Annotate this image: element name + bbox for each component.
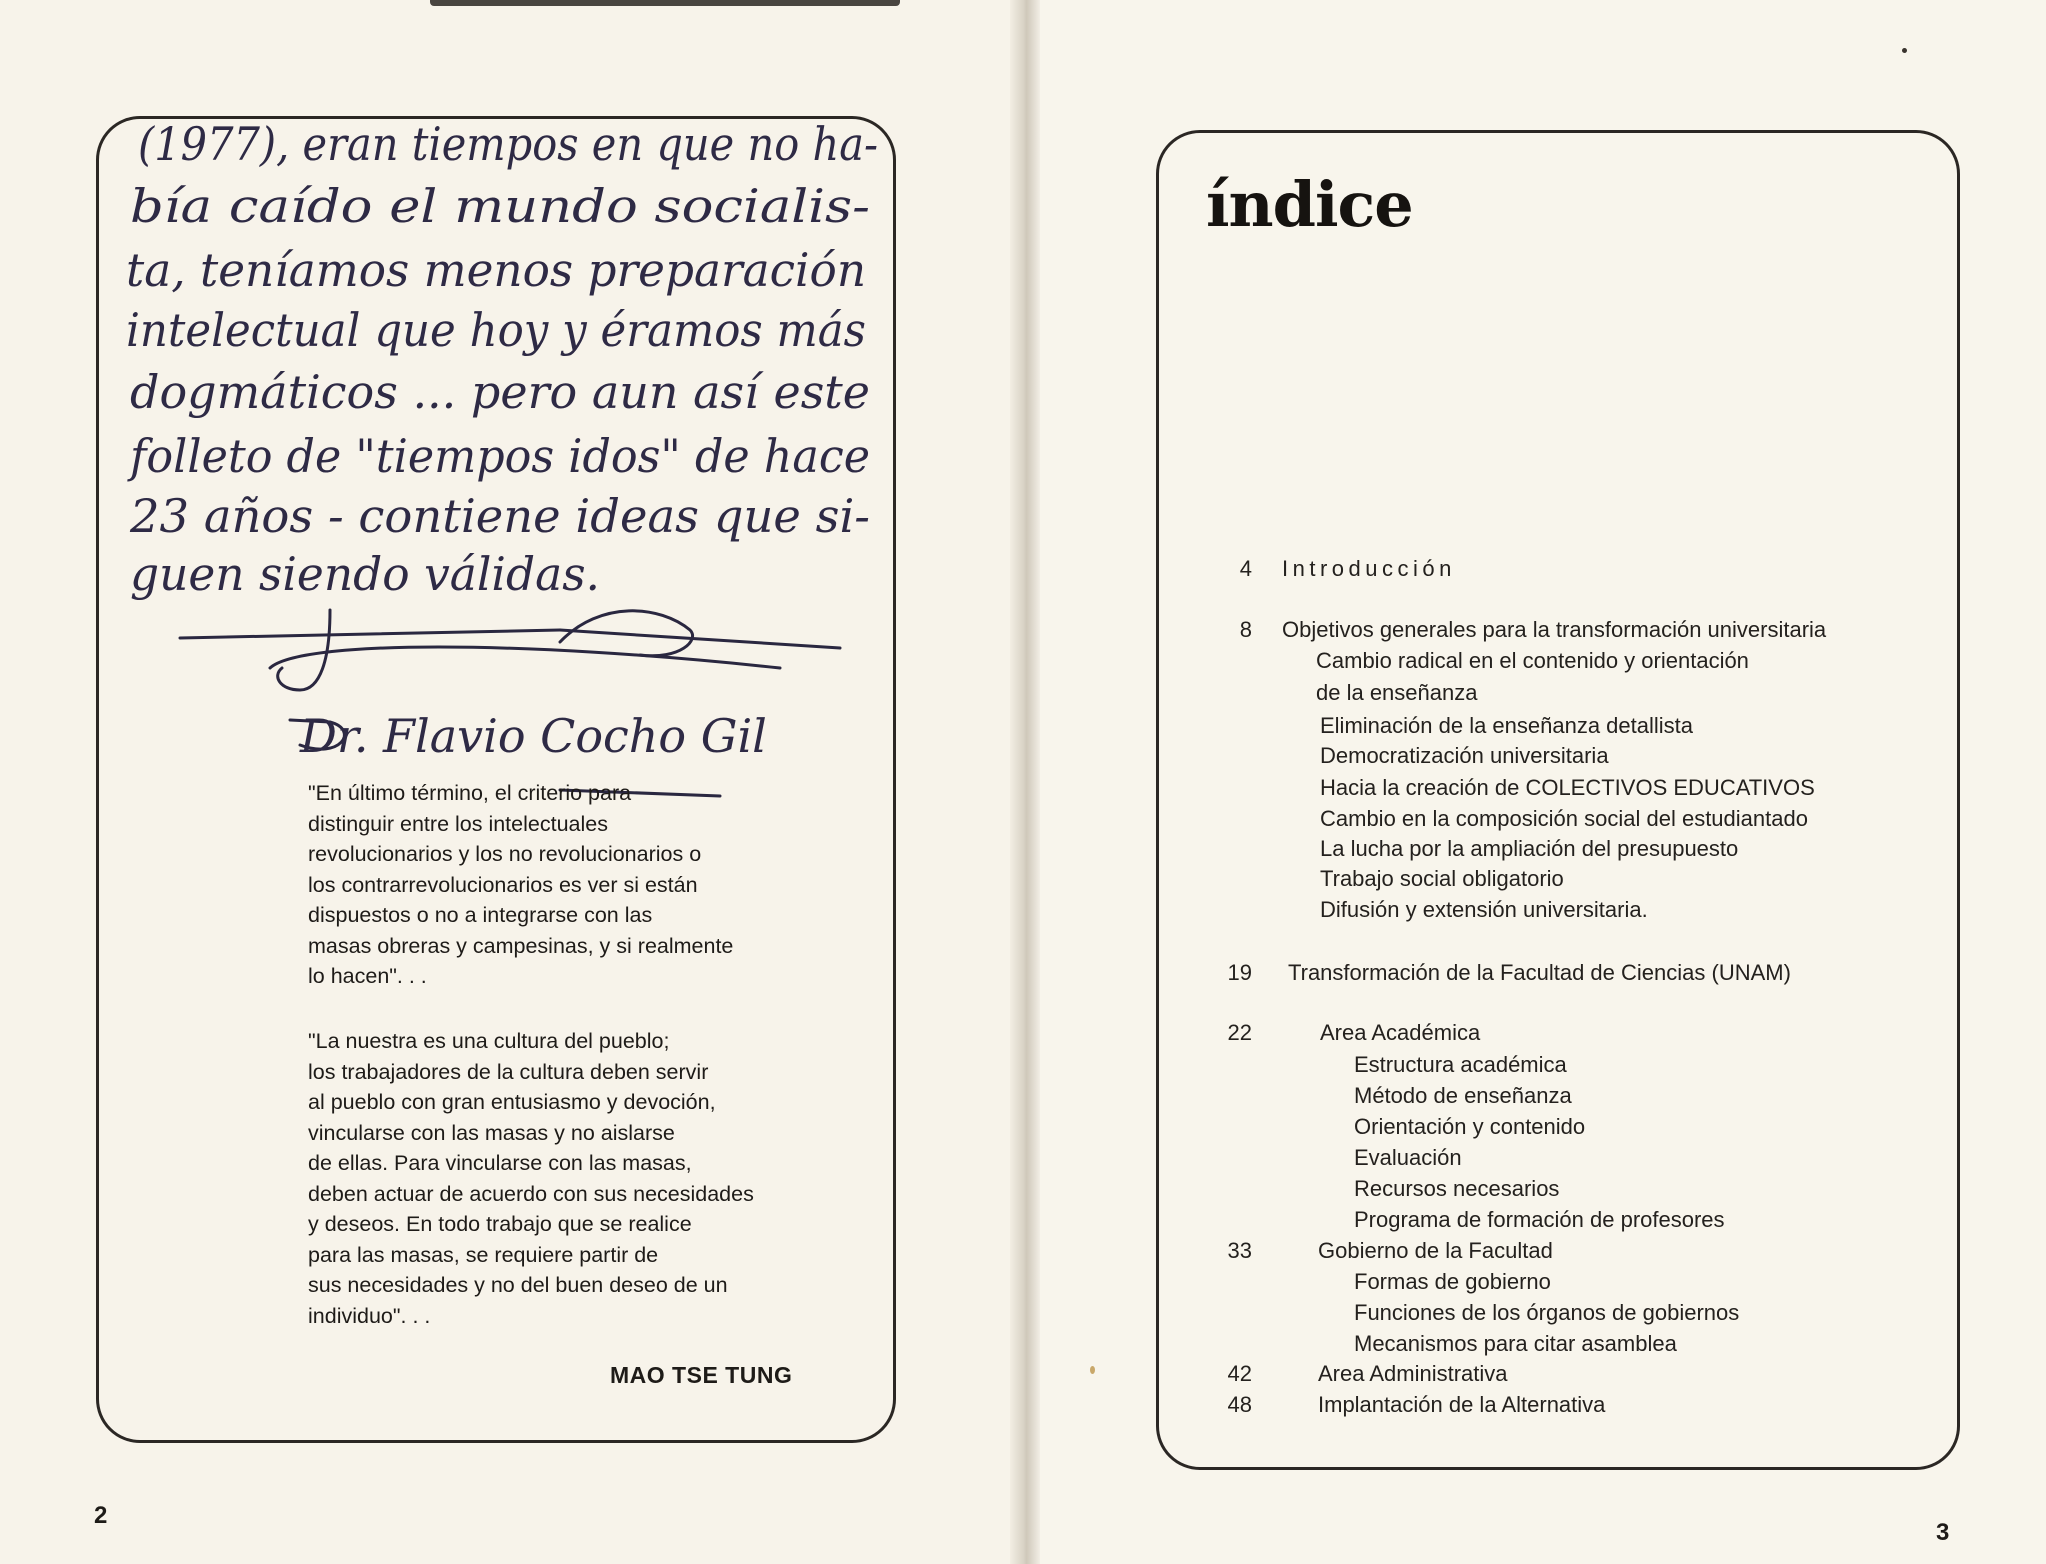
handwritten-line: dogmáticos ... pero aun así este xyxy=(130,365,870,419)
toc-page-number: 42 xyxy=(1227,1361,1252,1386)
toc-title: Estructura académica xyxy=(1354,1052,1567,1077)
toc-page-number: 4 xyxy=(1239,556,1252,581)
toc-title: Objetivos generales para la transformación universitaria xyxy=(1282,617,1827,642)
handwritten-line: guen siendo válidas. xyxy=(130,547,600,601)
toc-title: La lucha por la ampliación del presupuesto xyxy=(1320,836,1739,861)
toc-title: Orientación y contenido xyxy=(1354,1114,1586,1139)
handwritten-line: intelectual que hoy y éramos más xyxy=(126,303,866,357)
toc-page-number: 48 xyxy=(1227,1392,1252,1417)
handwritten-line: ta, teníamos menos preparación xyxy=(126,243,866,297)
page-number-right: 3 xyxy=(1936,1519,1950,1546)
toc-title: Transformación de la Facultad de Ciencias (UNAM) xyxy=(1288,960,1791,985)
toc-page-number: 19 xyxy=(1227,960,1252,985)
signature xyxy=(180,610,840,796)
toc-title: Método de enseñanza xyxy=(1354,1083,1572,1108)
toc-title: Introducción xyxy=(1282,556,1456,581)
index-title: índice xyxy=(1206,168,1413,241)
toc-title: Cambio radical en el contenido y orientación xyxy=(1316,648,1749,673)
toc-title: Implantación de la Alternativa xyxy=(1318,1392,1606,1417)
toc-title: Funciones de los órganos de gobiernos xyxy=(1354,1300,1740,1325)
toc-title: Hacia la creación de COLECTIVOS EDUCATIVOS xyxy=(1320,775,1815,800)
dust-speck xyxy=(1090,1366,1095,1374)
toc-title: Recursos necesarios xyxy=(1354,1176,1560,1201)
toc-title: Cambio en la composición social del estudiantado xyxy=(1320,806,1808,831)
toc-title: Mecanismos para citar asamblea xyxy=(1354,1331,1677,1356)
toc-title: Area Académica xyxy=(1320,1020,1481,1045)
toc-title: Evaluación xyxy=(1354,1145,1462,1170)
handwritten-line: 23 años - contiene ideas que si- xyxy=(128,489,870,543)
toc-title: Formas de gobierno xyxy=(1354,1269,1551,1294)
handwritten-line: folleto de "tiempos idos" de hace xyxy=(127,429,871,483)
quote-2 xyxy=(308,1026,828,1331)
quote-author: MAO TSE TUNG xyxy=(610,1362,793,1388)
toc-title: de la enseñanza xyxy=(1316,680,1478,705)
toc-title: Difusión y extensión universitaria. xyxy=(1320,897,1648,922)
page-number-left: 2 xyxy=(94,1502,108,1529)
handwritten-line: bía caído el mundo socialis- xyxy=(130,179,870,233)
toc-page-number: 33 xyxy=(1227,1238,1252,1263)
toc-title: Gobierno de la Facultad xyxy=(1318,1238,1553,1263)
quote-1 xyxy=(308,778,828,992)
toc-title: Programa de formación de profesores xyxy=(1354,1207,1725,1232)
toc-title: Area Administrativa xyxy=(1318,1361,1508,1386)
quote-1-text: "En último término, el criterio para distinguir entre los intelectuales revolucionarios y los no revolucionarios o los contrarrevolucionarios es ver si están dispuestos o no a integrarse con las masas obreras y campesinas, y si realmente lo hacen". . . xyxy=(308,781,734,988)
handwritten-note xyxy=(0,0,1020,800)
toc-page-number: 22 xyxy=(1227,1020,1252,1045)
toc-title: Democratización universitaria xyxy=(1320,743,1609,768)
dust-speck xyxy=(1902,48,1907,53)
toc-page-number: 8 xyxy=(1239,617,1252,642)
handwritten-line: (1977), eran tiempos en que no ha- xyxy=(138,117,878,171)
toc-title: Trabajo social obligatorio xyxy=(1320,866,1564,891)
quote-2-text: "La nuestra es una cultura del pueblo; los trabajadores de la cultura deben servir al pueblo con gran entusiasmo y devoción, vincularse con las masas y no aislarse de ellas. Para vincularse con las masas, deben actuar de acuerdo con sus necesidades y deseos. En todo trabajo que se realice para las masas, se requiere partir de sus necesidades y no del buen deseo de un individuo". . . xyxy=(308,1029,754,1328)
signature-name: Dr. Flavio Cocho Gil xyxy=(300,709,767,763)
toc-title: Eliminación de la enseñanza detallista xyxy=(1320,713,1694,738)
